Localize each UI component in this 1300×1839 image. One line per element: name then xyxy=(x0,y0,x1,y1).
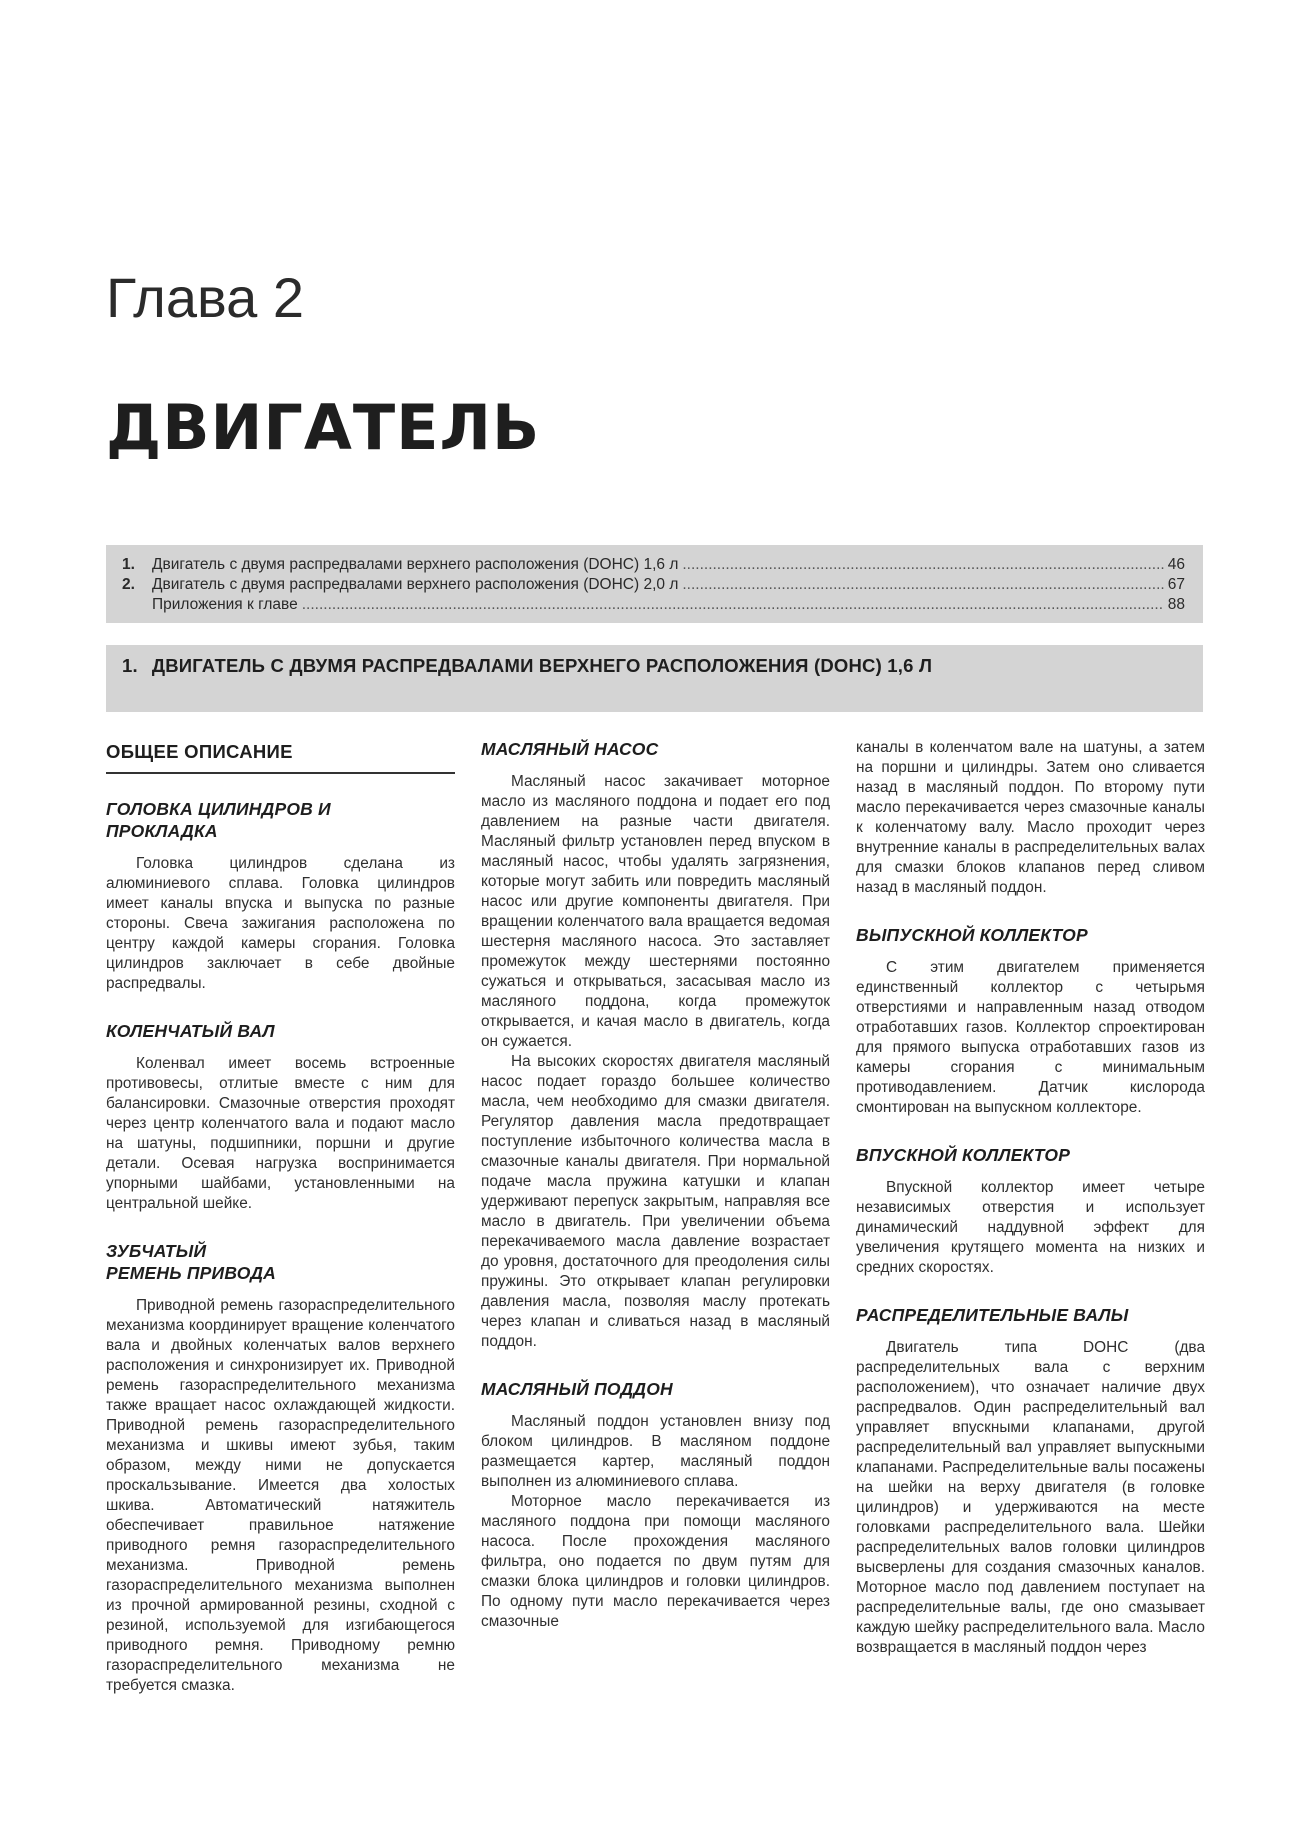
toc-entry-page: 46 xyxy=(1167,556,1185,573)
general-description-heading: ОБЩЕЕ ОПИСАНИЕ xyxy=(106,740,455,774)
toc-entry-title: Приложения к главе xyxy=(152,596,298,613)
text-column-1 xyxy=(106,738,455,1696)
subsection-heading-exhaust-manifold: ВЫПУСКНОЙ КОЛЛЕКТОР xyxy=(856,925,1088,945)
heading-line: ГОЛОВКА ЦИЛИНДРОВ И xyxy=(106,799,331,819)
subsection-heading-oil-pump: МАСЛЯНЫЙ НАСОС xyxy=(481,739,659,759)
toc-entry[interactable] xyxy=(122,555,1185,575)
paragraph: Впускной коллектор имеет четыре независимых отверстия и использует динамический наддувной эффект для увеличения крутящего момента на низких и средних скоростях. xyxy=(856,1179,1205,1276)
section-heading-bar xyxy=(106,645,1203,712)
toc-leader-dots xyxy=(682,555,1163,575)
chapter-label: Глава 2 xyxy=(106,266,304,329)
heading-line: ПРОКЛАДКА xyxy=(106,821,218,841)
subsection-heading-camshafts: РАСПРЕДЕЛИТЕЛЬНЫЕ ВАЛЫ xyxy=(856,1305,1129,1325)
toc-entry-title: Двигатель с двумя распредвалами верхнего расположения (DOHC) 1,6 л xyxy=(152,556,679,573)
text-column-3 xyxy=(856,738,1205,1658)
toc-entry-number: 2. xyxy=(122,576,135,593)
subsection-heading-intake-manifold: ВПУСКНОЙ КОЛЛЕКТОР xyxy=(856,1145,1071,1165)
paragraph: На высоких скоростях двигателя масляный насос подает гораздо большее количество масла, чем необходимо для смазки двигателя. Регулятор давления масла предотвращает поступление избыточного количества масла в смазочные каналы двигателя. При нормальной подаче масла пружина катушки и клапан удерживают перепуск закрытым, направляя все масло в двигатель. При увеличении объема перекачиваемого масла давление возрастает до уровня, достаточного для преодоления силы пружины. Это открывает клапан регулировки давления масла, позволяя маслу протекать через клапан и сливаться назад в масляный поддон. xyxy=(481,1053,830,1350)
toc-entry[interactable] xyxy=(122,595,1185,615)
paragraph: Моторное масло перекачивается из масляного поддона при помощи масляного насоса. После прохождения масляного фильтра, оно подается по двум путям для смазки блока цилиндров и головки цилиндров. По одному пути масло перекачивается через смазочные xyxy=(481,1493,830,1630)
paragraph: С этим двигателем применяется единственный коллектор с четырьмя отверстиями и направленным назад отводом отработавших газов. Коллектор спроектирован для прямого выпуска отработавших газов из камеры сгорания с минимальным противодавлением. Датчик кислорода смонтирован на выпускном коллекторе. xyxy=(856,959,1205,1116)
toc-leader-dots xyxy=(682,575,1163,595)
section-title: ДВИГАТЕЛЬ С ДВУМЯ РАСПРЕДВАЛАМИ ВЕРХНЕГО РАСПОЛОЖЕНИЯ (DOHC) 1,6 Л xyxy=(151,655,933,676)
subsection-heading-oil-pan: МАСЛЯНЫЙ ПОДДОН xyxy=(481,1379,673,1399)
toc-leader-dots xyxy=(302,595,1164,615)
table-of-contents xyxy=(106,545,1203,623)
chapter-title: ДВИГАТЕЛЬ xyxy=(106,391,541,464)
subsection-heading-timing-belt xyxy=(106,1240,455,1284)
paragraph: Приводной ремень газораспределительного механизма координирует вращение коленчатого вала и двойных коленчатых валов верхнего расположения и синхронизирует их. Приводной ремень газораспределительного механизма также вращает насос охлаждающей жидкости. Приводной ремень газораспределительного механизма и шкивы имеют зубья, таким образом, между ними не допускается проскальзывание. Имеется два холостых шкива. Автоматический натяжитель обеспечивает правильное натяжение приводного ремня газораспределительного механизма. Приводной ремень газораспределительного механизма выполнен из прочной армированной резины, сходной с резиной, используемой для изгибающегося приводного ремня. Приводному ремню газораспределительного механизма не требуется смазка. xyxy=(106,1297,455,1694)
subsection-heading-cylinder-head xyxy=(106,798,455,842)
heading-line: РЕМЕНЬ ПРИВОДА xyxy=(106,1263,276,1283)
section-number: 1. xyxy=(122,655,138,676)
text-column-2 xyxy=(481,738,830,1632)
paragraph: Головка цилиндров сделана из алюминиевого сплава. Головка цилиндров имеет каналы впуска и выпуска по разные стороны. Свеча зажигания расположена по центру каждой камеры сгорания. Головка цилиндров заключает в себе двойные распредвалы. xyxy=(106,855,455,992)
heading-line: ЗУБЧАТЫЙ xyxy=(106,1241,207,1261)
toc-entry[interactable] xyxy=(122,575,1185,595)
paragraph: Масляный поддон установлен внизу под блоком цилиндров. В масляном поддоне размещается картер, масляный поддон выполнен из алюминиевого сплава. xyxy=(481,1413,830,1490)
paragraph: Масляный насос закачивает моторное масло из масляного поддона и подает его под давлением на разные части двигателя. Масляный фильтр установлен перед впуском в масляный насос, чтобы удалять загрязнения, которые могут забить или повредить масляный насос или другие компоненты двигателя. При вращении коленчатого вала вращается ведомая шестерня масляного насоса. Это заставляет промежуток между шестернями постоянно сужаться и открываться, засасывая масло из масляного поддона, когда промежуток открывается, и качая масло в двигатель, когда он сужается. xyxy=(481,773,830,1050)
toc-entry-page: 67 xyxy=(1167,576,1185,593)
toc-entry-number: 1. xyxy=(122,556,135,573)
subsection-heading-crankshaft: КОЛЕНЧАТЫЙ ВАЛ xyxy=(106,1021,275,1041)
paragraph: Коленвал имеет восемь встроенные противовесы, отлитые вместе с ним для балансировки. Смазочные отверстия проходят через центр коленчатого вала и подают масло на шатуны, подшипники, поршни и другие детали. Осевая нагрузка воспринимается упорными шайбами, установленными на центральной шейке. xyxy=(106,1055,455,1212)
toc-entry-title: Двигатель с двумя распредвалами верхнего расположения (DOHC) 2,0 л xyxy=(152,576,679,593)
paragraph-continued: каналы в коленчатом вале на шатуны, а затем на поршни и цилиндры. Затем оно сливается назад в масляный поддон. По второму пути масло перекачивается через смазочные каналы к коленчатому валу. Масло проходит через внутренние каналы в распределительных валах для смазки блоков клапанов перед сливом назад в масляный поддон. xyxy=(856,739,1205,896)
paragraph: Двигатель типа DOHC (два распределительных вала с верхним расположением), что означает наличие двух распредвалов. Один распределительный вал управляет впускными клапанами, другой распределительный вал управляет выпускными клапанами. Распределительные валы посажены на шейки на верху двигателя (в головке цилиндров) и удерживаются на месте головками распределительного вала. Шейки распределительных валов головки цилиндров высверлены для создания смазочных каналов. Моторное масло под давлением поступает на распределительные валы, где оно смазывает каждую шейку распределительного вала. Масло возвращается в масляный поддон через xyxy=(856,1339,1205,1656)
toc-entry-page: 88 xyxy=(1167,596,1185,613)
